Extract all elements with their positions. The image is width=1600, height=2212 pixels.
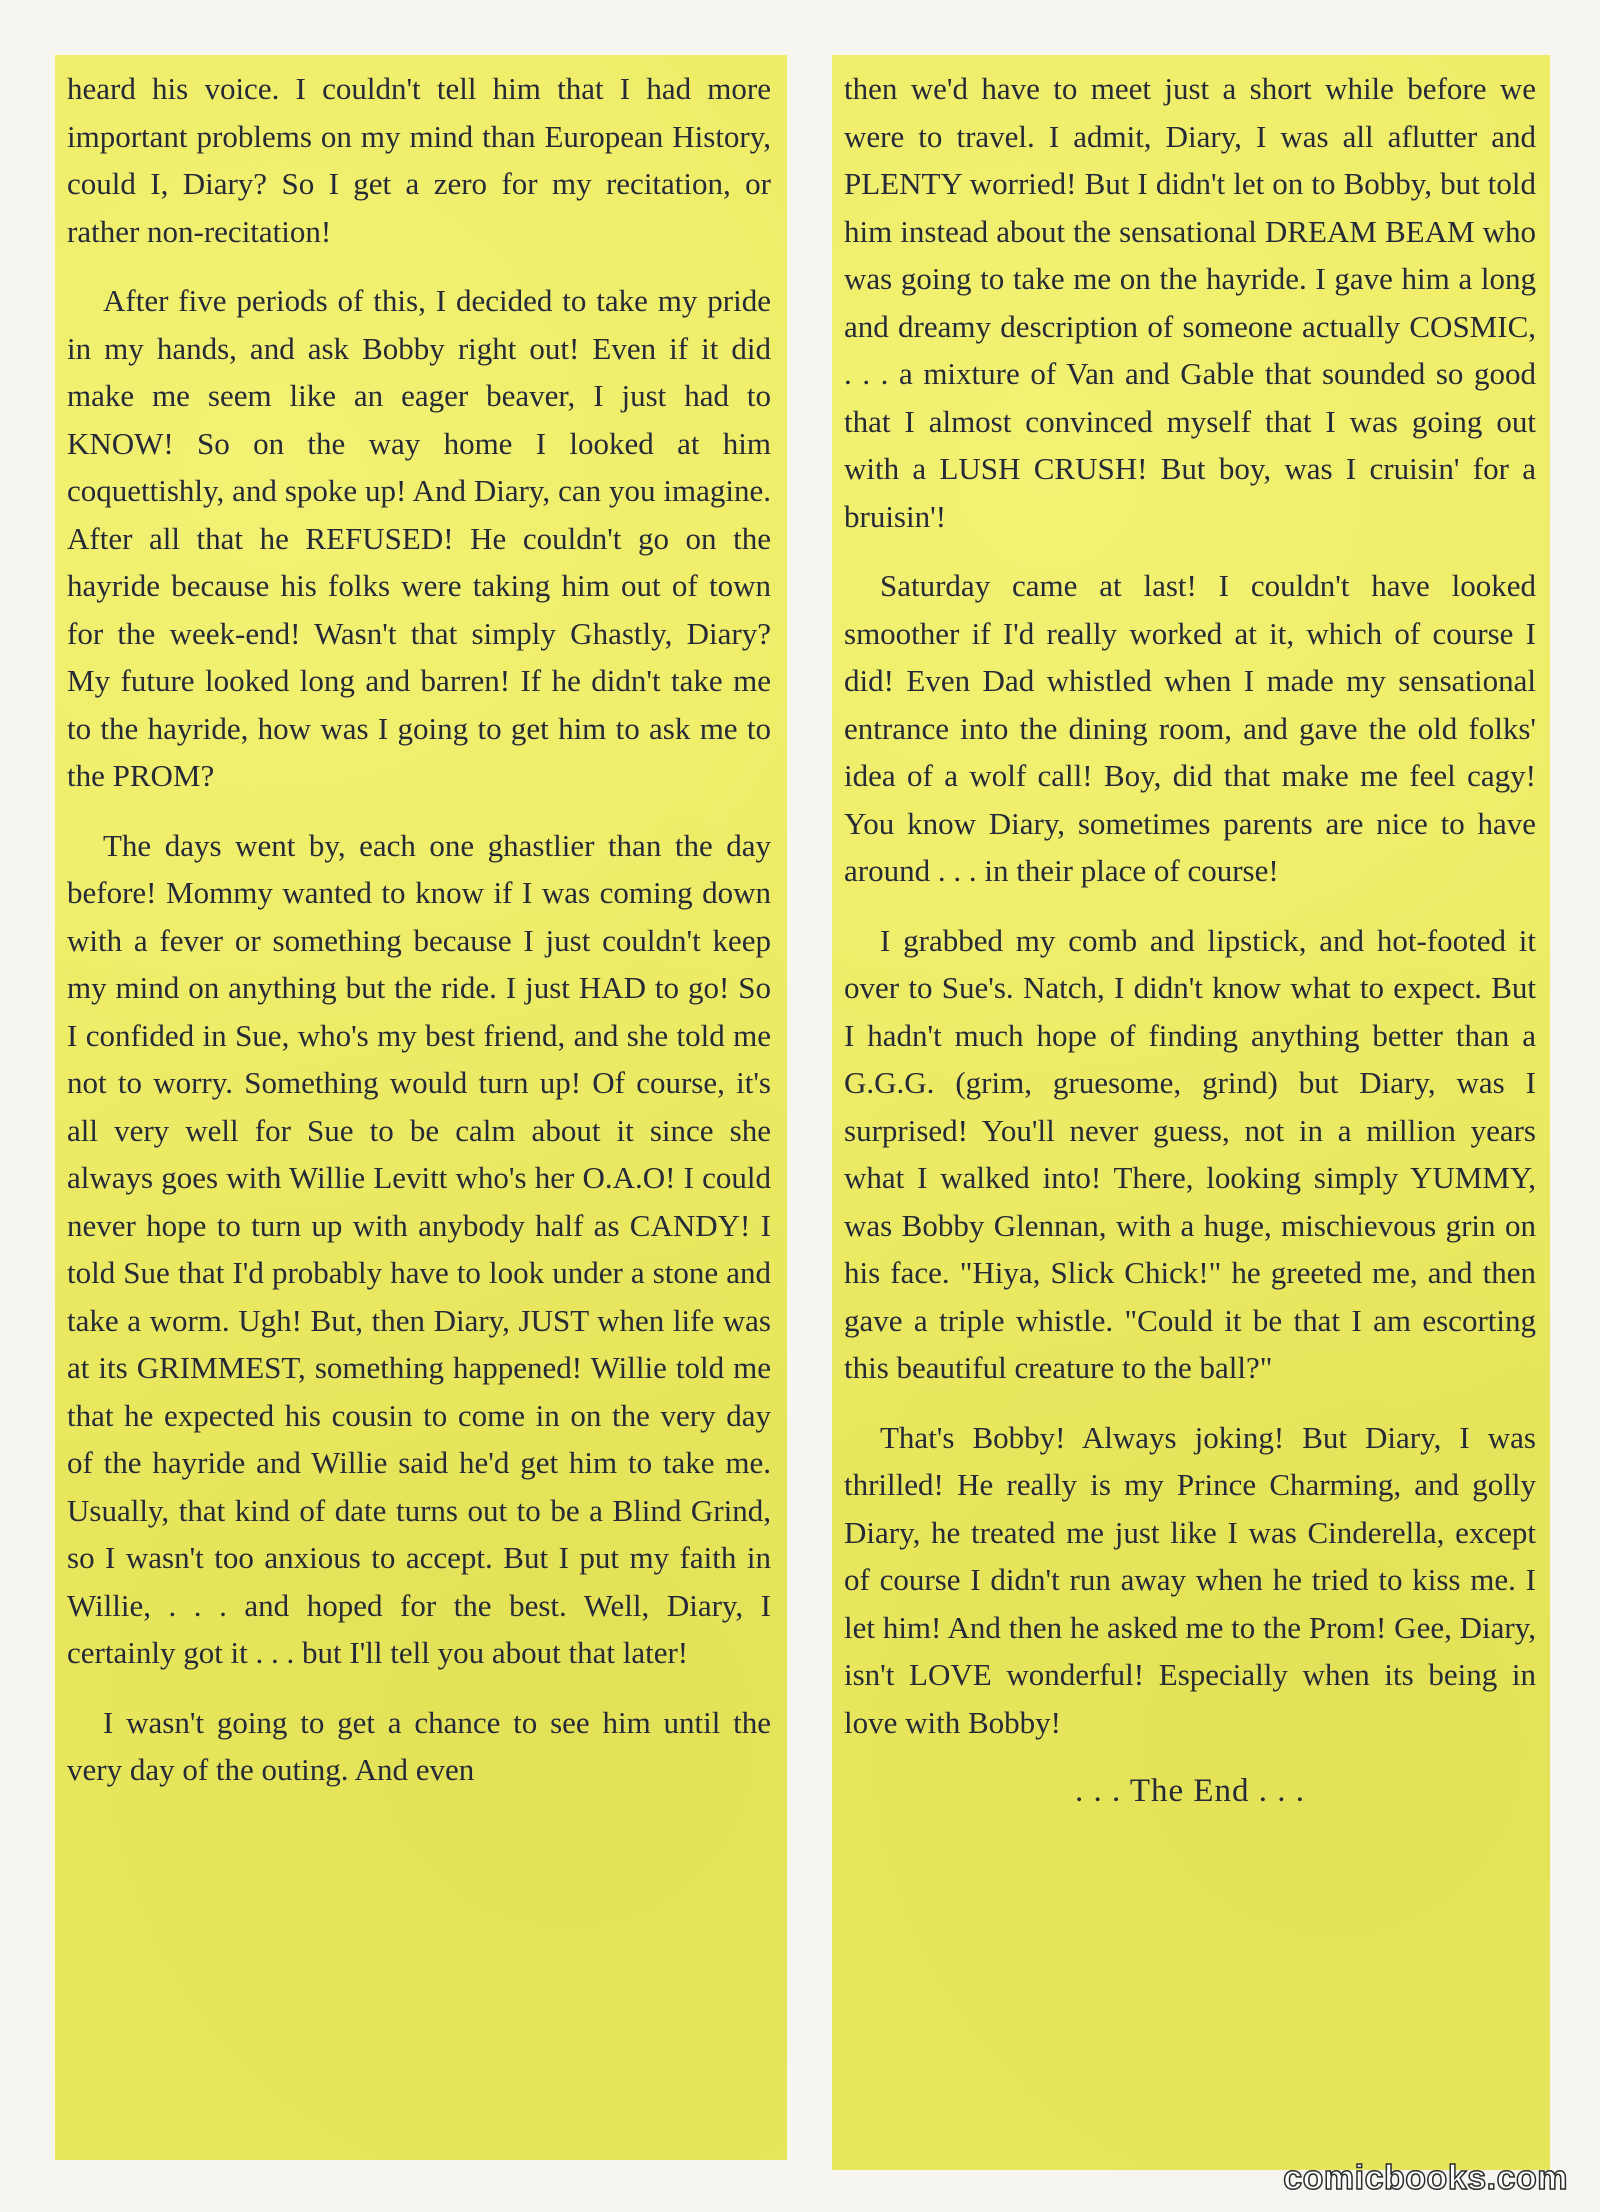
- paragraph: The days went by, each one ghastlier than the day before! Mommy wanted to know if I was coming down with a fever or something because I just couldn't keep my mind on anything but the ride. I just HAD to go! So I confided in Sue, who's my best friend, and she told me not to worry. Something would turn up! Of course, it's all very well for Sue to be calm about it since she always goes with Willie Levitt who's her O.A.O! I could never hope to turn up with anybody half as CANDY! I told Sue that I'd probably have to look under a stone and take a worm. Ugh! But, then Diary, JUST when life was at its GRIMMEST, something happened! Willie told me that he expected his cousin to come in on the very day of the hayride and Willie said he'd get him to take me. Usually, that kind of date turns out to be a Blind Grind, so I wasn't too anxious to accept. But I put my faith in Willie, . . . and hoped for the best. Well, Diary, I certainly got it . . . but I'll tell you about that later!: [67, 827, 771, 1670]
- paragraph: I grabbed my comb and lipstick, and hot-footed it over to Sue's. Natch, I didn't know what to expect. But I hadn't much hope of finding anything better than a G.G.G. (grim, gruesome, grind) but Diary, was I surprised! You'll never guess, not in a million years what I walked into! There, looking simply YUMMY, was Bobby Glennan, with a huge, mischievous grin on his face. "Hiya, Slick Chick!" he greeted me, and then gave a triple whistle. "Could it be that I am escorting this beautiful creature to the ball?": [844, 922, 1536, 1385]
- the-end-label: . . . The End . . .: [1074, 1773, 1306, 1809]
- site-watermark: comicbooks.com: [1283, 2159, 1568, 2197]
- paragraph: After five periods of this, I decided to take my pride in my hands, and ask Bobby right out! Even if it did make me seem like an eager beaver, I just had to KNOW! So on the way home I looked at him coquettishly, and spoke up! And Diary, can you imagine. After all that he REFUSED! He couldn't go on the hayride because his folks were taking him out of town for the week-end! Wasn't that simply Ghastly, Diary? My future looked long and barren! If he didn't take me to the hayride, how was I going to get him to ask me to the PROM?: [67, 283, 771, 793]
- paragraph: then we'd have to meet just a short while before we were to travel. I admit, Diary, I was all aflutter and PLENTY worried! But I didn't let on to Bobby, but told him instead about the sensational DREAM BEAM who was going to take me on the hayride. I gave him a long and dreamy description of someone actually COSMIC, . . . a mixture of Van and Gable that sounded so good that I almost convinced myself that I was going out with a LUSH CRUSH! But boy, was I cruisin' for a bruisin'!: [844, 71, 1536, 534]
- right-text-column: [832, 55, 1550, 2170]
- paragraph: heard his voice. I couldn't tell him that I had more important problems on my mind than European History, could I, Diary? So I get a zero for my recitation, or rather non-recitation!: [67, 71, 771, 249]
- paragraph: That's Bobby! Always joking! But Diary, I was thrilled! He really is my Prince Charming, and golly Diary, he treated me just like I was Cinderella, except of course I didn't run away when he tried to kiss me. I let him! And then he asked me to the Prom! Gee, Diary, isn't LOVE wonderful! Especially when its being in love with Bobby!: [844, 1419, 1536, 1740]
- left-text-column: [55, 55, 787, 2160]
- paragraph: Saturday came at last! I couldn't have looked smoother if I'd really worked at it, which of course I did! Even Dad whistled when I made my sensational entrance into the dining room, and gave the old folks' idea of a wolf call! Boy, did that make me feel cagy! You know Diary, sometimes parents are nice to have around . . . in their place of course!: [844, 568, 1536, 888]
- paragraph: I wasn't going to get a chance to see him until the very day of the outing. And even: [67, 1704, 771, 1787]
